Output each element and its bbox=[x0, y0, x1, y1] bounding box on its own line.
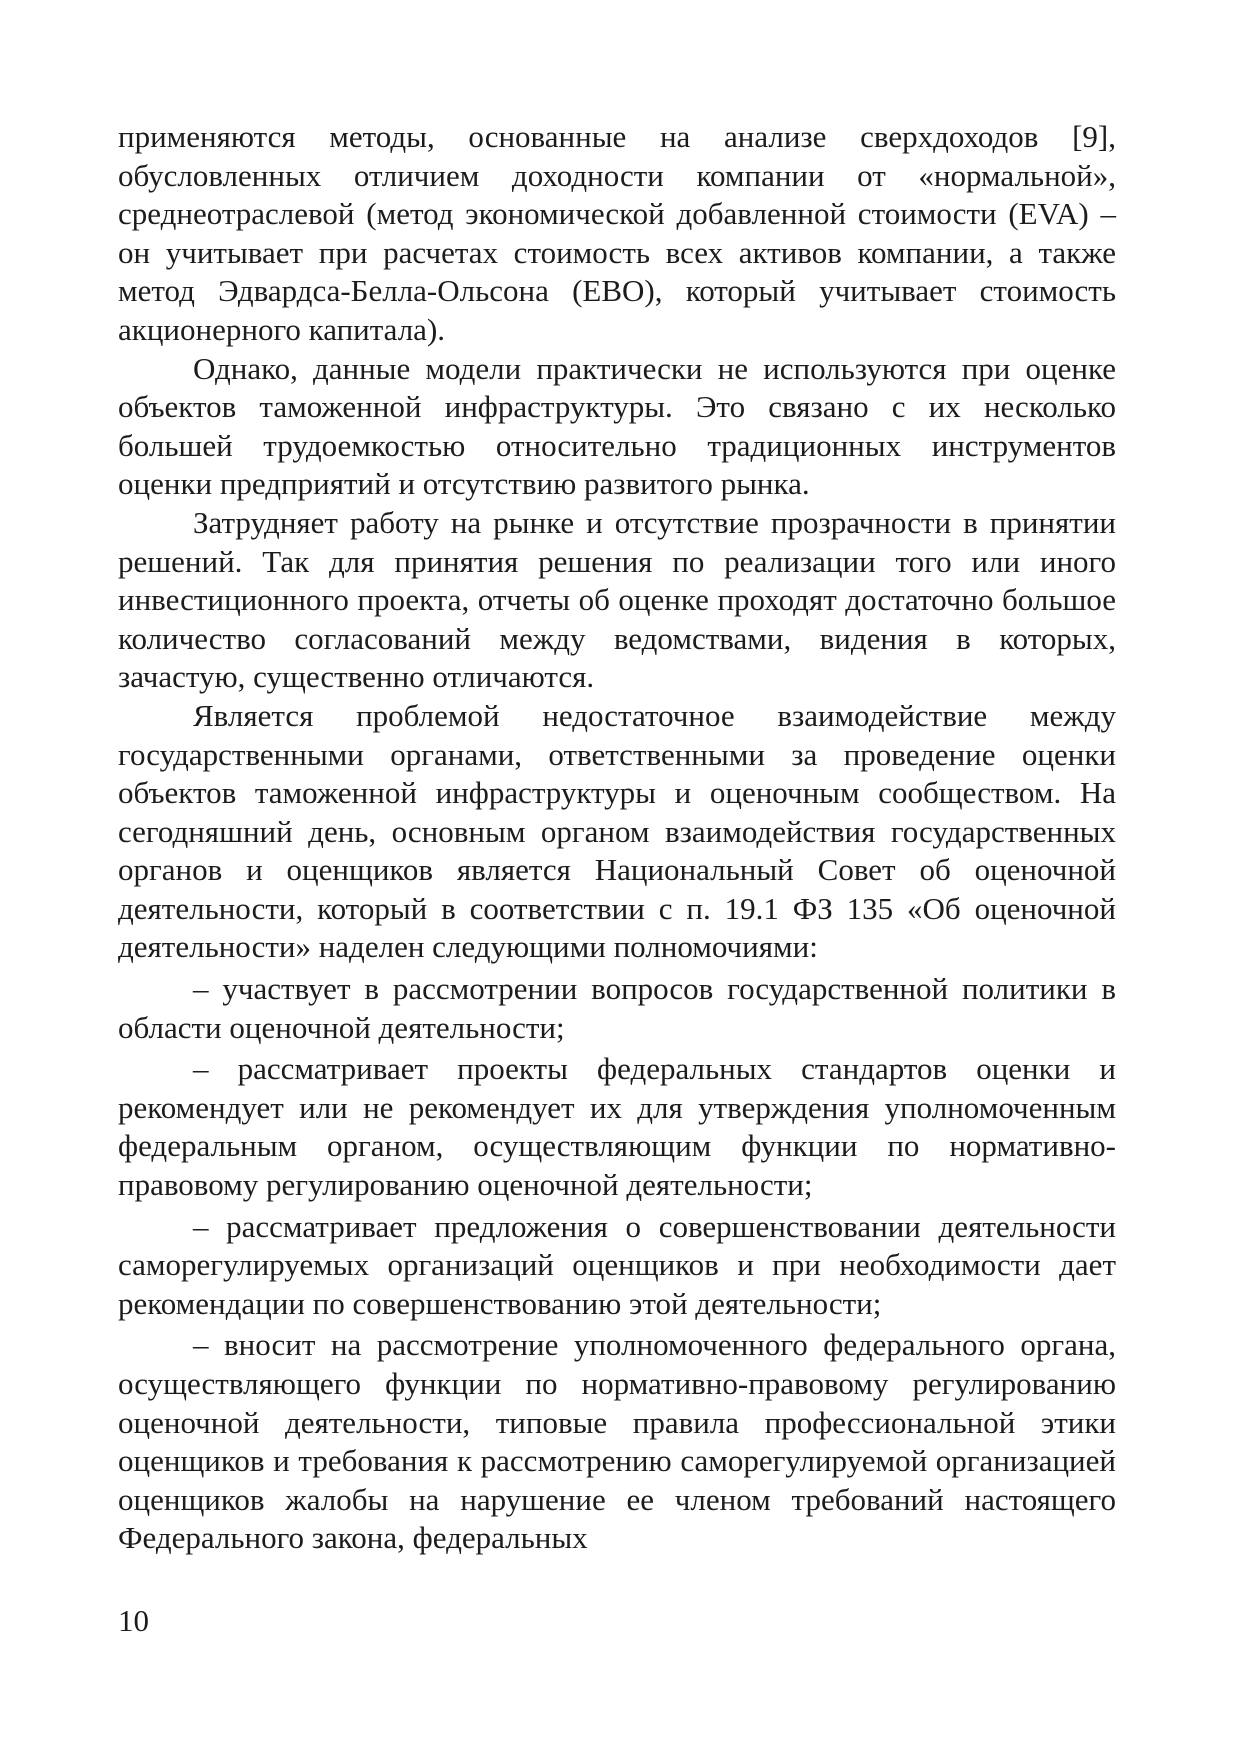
list-item: – участвует в рассмотрении вопросов государственной политики в области оценочной деятельности; bbox=[118, 971, 1116, 1045]
page-body bbox=[118, 118, 1116, 1558]
paragraph: Затрудняет работу на рынке и отсутствие прозрачности в принятии решений. Так для принятия решения по реализации того или иного инвестиционного проекта, отчеты об оценке проходят достаточно большое количество согласований между ведомствами, видения в которых, зачастую, существенно отличаются. bbox=[118, 504, 1116, 695]
list-item: – рассматривает проекты федеральных стандартов оценки и рекомендует или не рекомендует их для утверждения уполномоченным федеральным органом, осуществляющим функции по нормативно-правовому регулированию оценочной деятельности; bbox=[118, 1051, 1116, 1203]
paragraph-continuation: применяются методы, основанные на анализе сверхдоходов [9], обусловленных отличием доходности компании от «нормальной», среднеотраслевой (метод экономической добавленной стоимости (EVA) – он учитывает при расчетах стоимость всех активов компании, а также метод Эдвардса-Белла-Ольсона (ЕВО), который учитывает стоимость акционерного капитала). bbox=[118, 119, 1116, 347]
list-item: – рассматривает предложения о совершенствовании деятельности саморегулируемых организаций оценщиков и при необходимости дает рекомендации по совершенствованию этой деятельности; bbox=[118, 1208, 1116, 1321]
paragraph: Является проблемой недостаточное взаимодействие между государственными органами, ответственными за проведение оценки объектов таможенной инфраструктуры и оценочным сообществом. На сегодняшний день, основным органом взаимодействия государственных органов и оценщиков является Национальный Совет об оценочной деятельности, который в соответствии с п. 19.1 ФЗ 135 «Об оценочной деятельности» наделен следующими полномочиями: bbox=[118, 697, 1116, 965]
paragraph: Однако, данные модели практически не используются при оценке объектов таможенной инфраструктуры. Это связано с их несколько большей трудоемкостью относительно традиционных инструментов оценки предприятий и отсутствию развитого рынка. bbox=[118, 350, 1116, 502]
page-number: 10 bbox=[118, 1603, 149, 1638]
list-item: – вносит на рассмотрение уполномоченного федерального органа, осуществляющего функции по нормативно-правовому регулированию оценочной деятельности, типовые правила профессиональной этики оценщиков и требования к рассмотрению саморегулируемой организацией оценщиков жалобы на нарушение ее членом требований настоящего Федерального закона, федеральных bbox=[118, 1327, 1116, 1556]
